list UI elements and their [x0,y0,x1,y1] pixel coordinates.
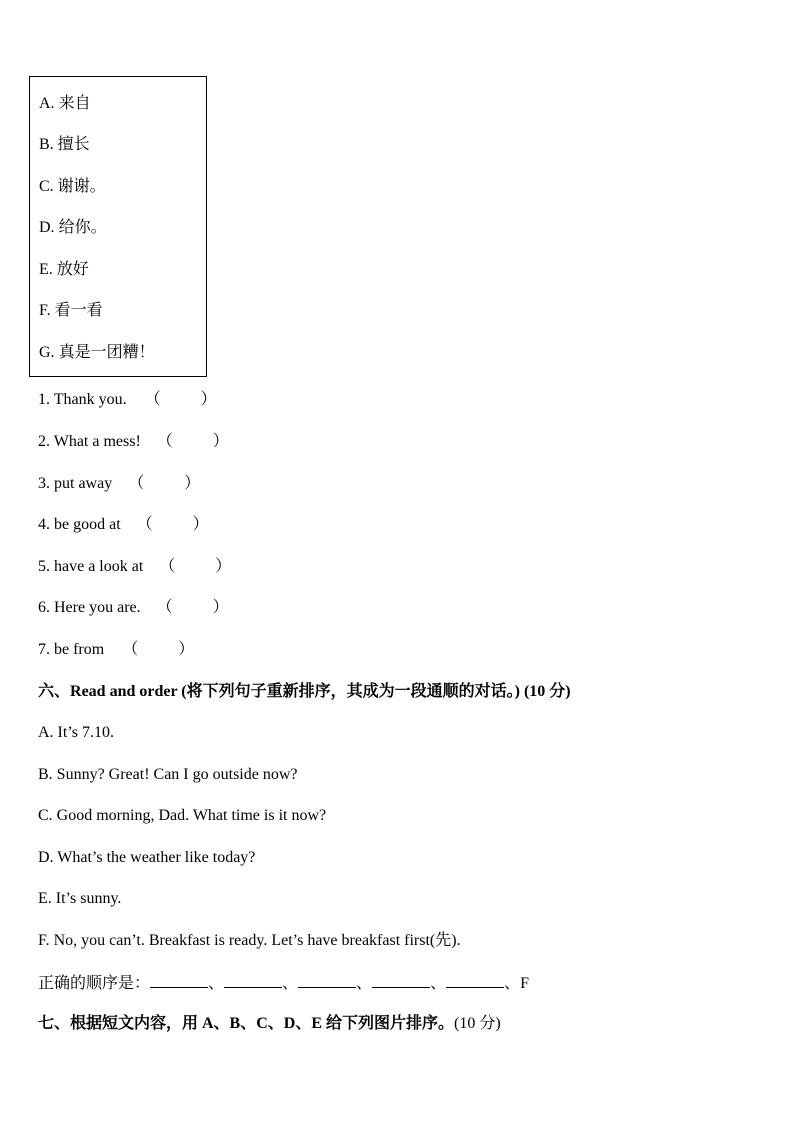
section-score: (10 分) [454,1015,501,1032]
matching-text: 3. put away [38,475,113,492]
separator: 、 [356,975,373,992]
section-6-heading [38,682,571,702]
answer-blank-1[interactable] [150,973,208,988]
dialogue-line-a: A. It’s 7.10. [38,724,114,741]
matching-text: 6. Here you are. [38,599,141,616]
answer-paren: （ ） [156,599,229,616]
answer-paren: （ ） [156,433,229,450]
section-number: 六、 [38,683,71,700]
option-d [39,218,107,238]
matching-item-3 [38,474,200,494]
option-letter: F. [39,302,51,319]
matching-text: 2. What a mess! [38,433,141,450]
answer-blank-4[interactable] [372,973,430,988]
matching-text: 7. be from [38,641,105,658]
matching-item-1 [38,390,217,410]
option-text: 给你。 [58,219,107,236]
answer-blank-5[interactable] [446,973,504,988]
option-a [39,94,91,114]
matching-text: 1. Thank you. [38,391,127,408]
order-answer-line [38,973,529,994]
option-text: 来自 [58,95,91,112]
option-letter: D. [39,219,55,236]
matching-text: 5. have a look at [38,558,144,575]
option-letter: E. [39,261,53,278]
matching-item-2 [38,432,229,452]
order-label: 正确的顺序是： [38,975,151,992]
order-last: F [520,975,529,992]
section-score: (10 分) [523,683,571,700]
option-f [39,301,103,321]
option-text: 谢谢。 [57,178,106,195]
option-text: 真是一团糟！ [58,344,155,361]
section-text: 七、根据短文内容，用 A、B、C、D、E 给下列图片排序。 [38,1015,455,1032]
separator: 、 [430,975,447,992]
option-letter: C. [39,178,54,195]
option-letter: G. [39,344,55,361]
dialogue-line-f: F. No, you can’t. Breakfast is ready. Let’s have breakfast first(先). [38,932,461,949]
answer-blank-3[interactable] [298,973,356,988]
option-letter: A. [39,95,55,112]
option-c [39,177,106,197]
matching-item-7 [38,640,194,660]
matching-item-4 [38,515,209,535]
options-box [29,76,207,377]
option-text: 放好 [56,261,89,278]
separator: 、 [208,975,225,992]
option-text: 看一看 [54,302,103,319]
option-b [39,135,90,155]
answer-paren: （ ） [159,558,232,575]
matching-text: 4. be good at [38,516,121,533]
matching-item-5 [38,557,231,577]
matching-item-6 [38,598,229,618]
separator: 、 [504,975,521,992]
dialogue-line-e: E. It’s sunny. [38,890,122,907]
section-instruction: (将下列句子重新排序，其成为一段通顺的对话。) [177,683,524,700]
dialogue-line-b: B. Sunny? Great! Can I go outside now? [38,766,298,783]
dialogue-line-c: C. Good morning, Dad. What time is it now? [38,807,327,824]
answer-paren: （ ） [144,391,217,408]
answer-paren: （ ） [136,516,209,533]
answer-blank-2[interactable] [224,973,282,988]
separator: 、 [282,975,299,992]
option-e [39,260,89,280]
option-text: 擅长 [57,136,90,153]
section-title: Read and order [70,683,178,700]
section-7-heading [38,1014,501,1034]
option-g [39,343,155,363]
dialogue-line-d: D. What’s the weather like today? [38,849,256,866]
answer-paren: （ ） [128,475,201,492]
option-letter: B. [39,136,54,153]
answer-paren: （ ） [122,641,195,658]
